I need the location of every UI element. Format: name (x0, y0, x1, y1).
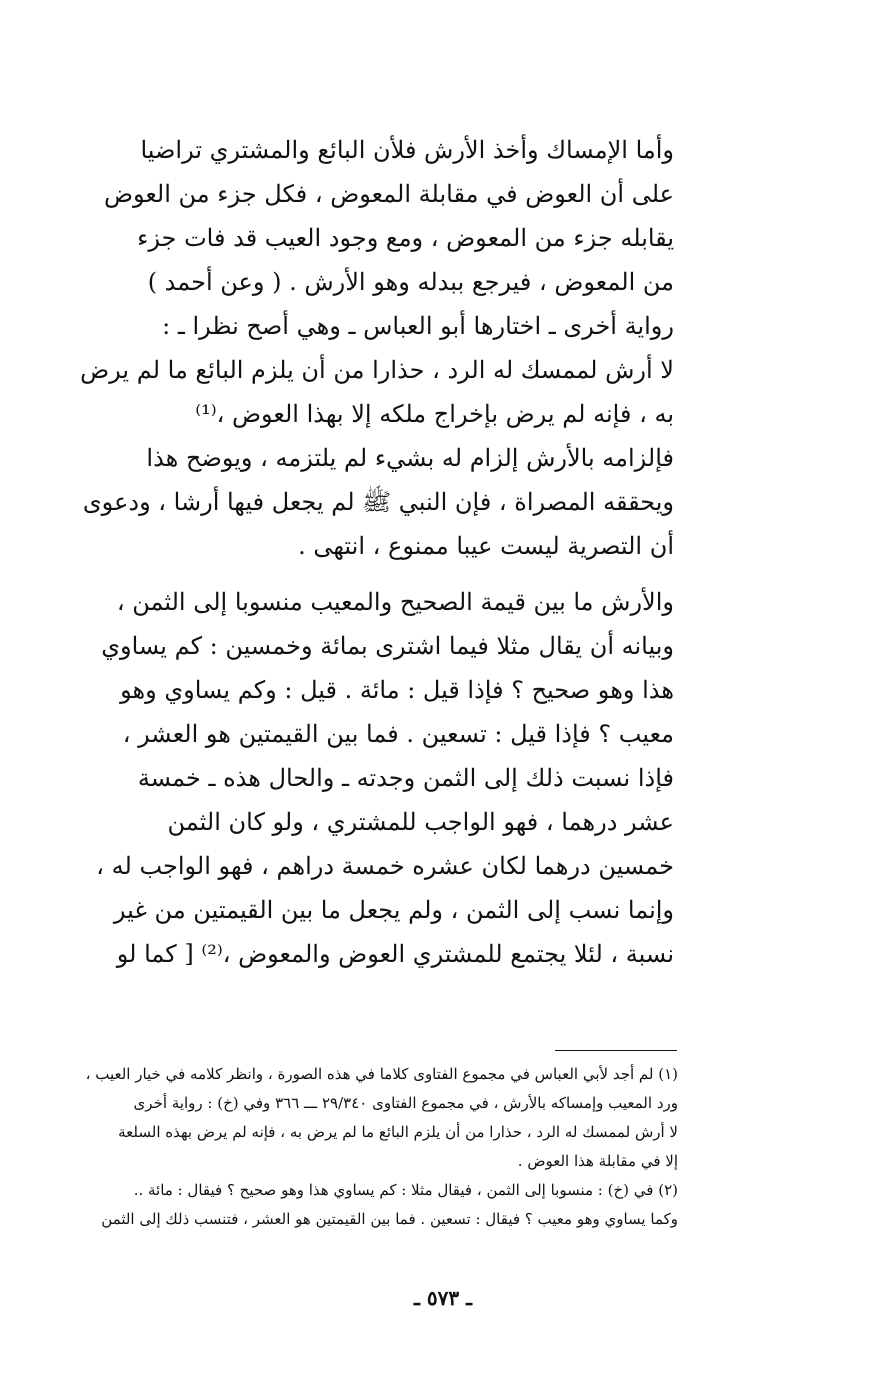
footnote-line: (٢) في (خ) : منسوبا إلى الثمن ، فيقال مثلا : كم يساوي هذا وهو صحيح ؟ فيقال : مائة .. (133, 1181, 678, 1199)
text-line: على أن العوض في مقابلة المعوض ، فكل جزء من العوض (103, 180, 674, 208)
text-line: يقابله جزء من المعوض ، ومع وجود العيب قد فات جزء (137, 224, 674, 252)
text-line: نسبة ، لئلا يجتمع للمشتري العوض والمعوض ،⁽²⁾ [ كما لو (116, 940, 674, 968)
page-number: ـ ٥٧٣ ـ (414, 1286, 472, 1310)
text-line: هذا وهو صحيح ؟ فإذا قيل : مائة . قيل : وكم يساوي وهو (120, 676, 674, 704)
text-line: به ، فإنه لم يرض بإخراج ملكه إلا بهذا العوض ،⁽¹⁾ (195, 400, 674, 428)
text-line: وإنما نسب إلى الثمن ، ولم يجعل ما بين القيمتين من غير (113, 896, 674, 924)
text-line: فإلزامه بالأرش إلزام له بشيء لم يلتزمه ، ويوضح هذا (146, 444, 674, 472)
text-line: عشر درهما ، فهو الواجب للمشتري ، ولو كان الثمن (167, 808, 674, 836)
footnote-line: لا أرش لممسك له الرد ، حذارا من أن يلزم البائع ما لم يرض به ، فإنه لم يرض بهذه السلعة (118, 1123, 678, 1141)
text-line: والأرش ما بين قيمة الصحيح والمعيب منسوبا إلى الثمن ، (116, 588, 674, 616)
text-line: وأما الإمساك وأخذ الأرش فلأن البائع والمشتري تراضيا (140, 136, 674, 164)
text-line: وبيانه أن يقال مثلا فيما اشترى بمائة وخمسين : كم يساوي (101, 632, 674, 660)
text-line: ويحققه المصراة ، فإن النبي ﷺ لم يجعل فيها أرشا ، ودعوى (82, 488, 674, 516)
text-line: فإذا نسبت ذلك إلى الثمن وجدته ـ والحال هذه ـ خمسة (137, 764, 674, 792)
text-line: من المعوض ، فيرجع ببدله وهو الأرش . ( وعن أحمد ) (147, 268, 674, 296)
footnote-line: (١) لم أجد لأبي العباس في مجموع الفتاوى كلاما في هذه الصورة ، وانظر كلامه في خيار العيب ، (85, 1065, 678, 1083)
text-line: أن التصرية ليست عيبا ممنوع ، انتهى . (298, 532, 674, 560)
footnote-separator (555, 1050, 677, 1051)
footnote-line: إلا في مقابلة هذا العوض . (517, 1152, 678, 1170)
footnotes (85, 1060, 678, 1234)
footnote-line: وكما يساوي وهو معيب ؟ فيقال : تسعين . فما بين القيمتين هو العشر ، فتنسب ذلك إلى الثمن (101, 1210, 678, 1228)
footnote-line: ورد المعيب وإمساكه بالأرش ، في مجموع الفتاوى ٢٩/٣٤٠ ـــ ٣٦٦ وفي (خ) : رواية أخرى (133, 1094, 678, 1112)
text-line: معيب ؟ فإذا قيل : تسعين . فما بين القيمتين هو العشر ، (122, 720, 674, 748)
text-line: خمسين درهما لكان عشره خمسة دراهم ، فهو الواجب له ، (96, 852, 674, 880)
main-text (80, 128, 674, 976)
text-line: رواية أخرى ـ اختارها أبو العباس ـ وهي أصح نظرا ـ : (162, 312, 674, 340)
text-line: لا أرش لممسك له الرد ، حذارا من أن يلزم البائع ما لم يرض (80, 356, 674, 384)
